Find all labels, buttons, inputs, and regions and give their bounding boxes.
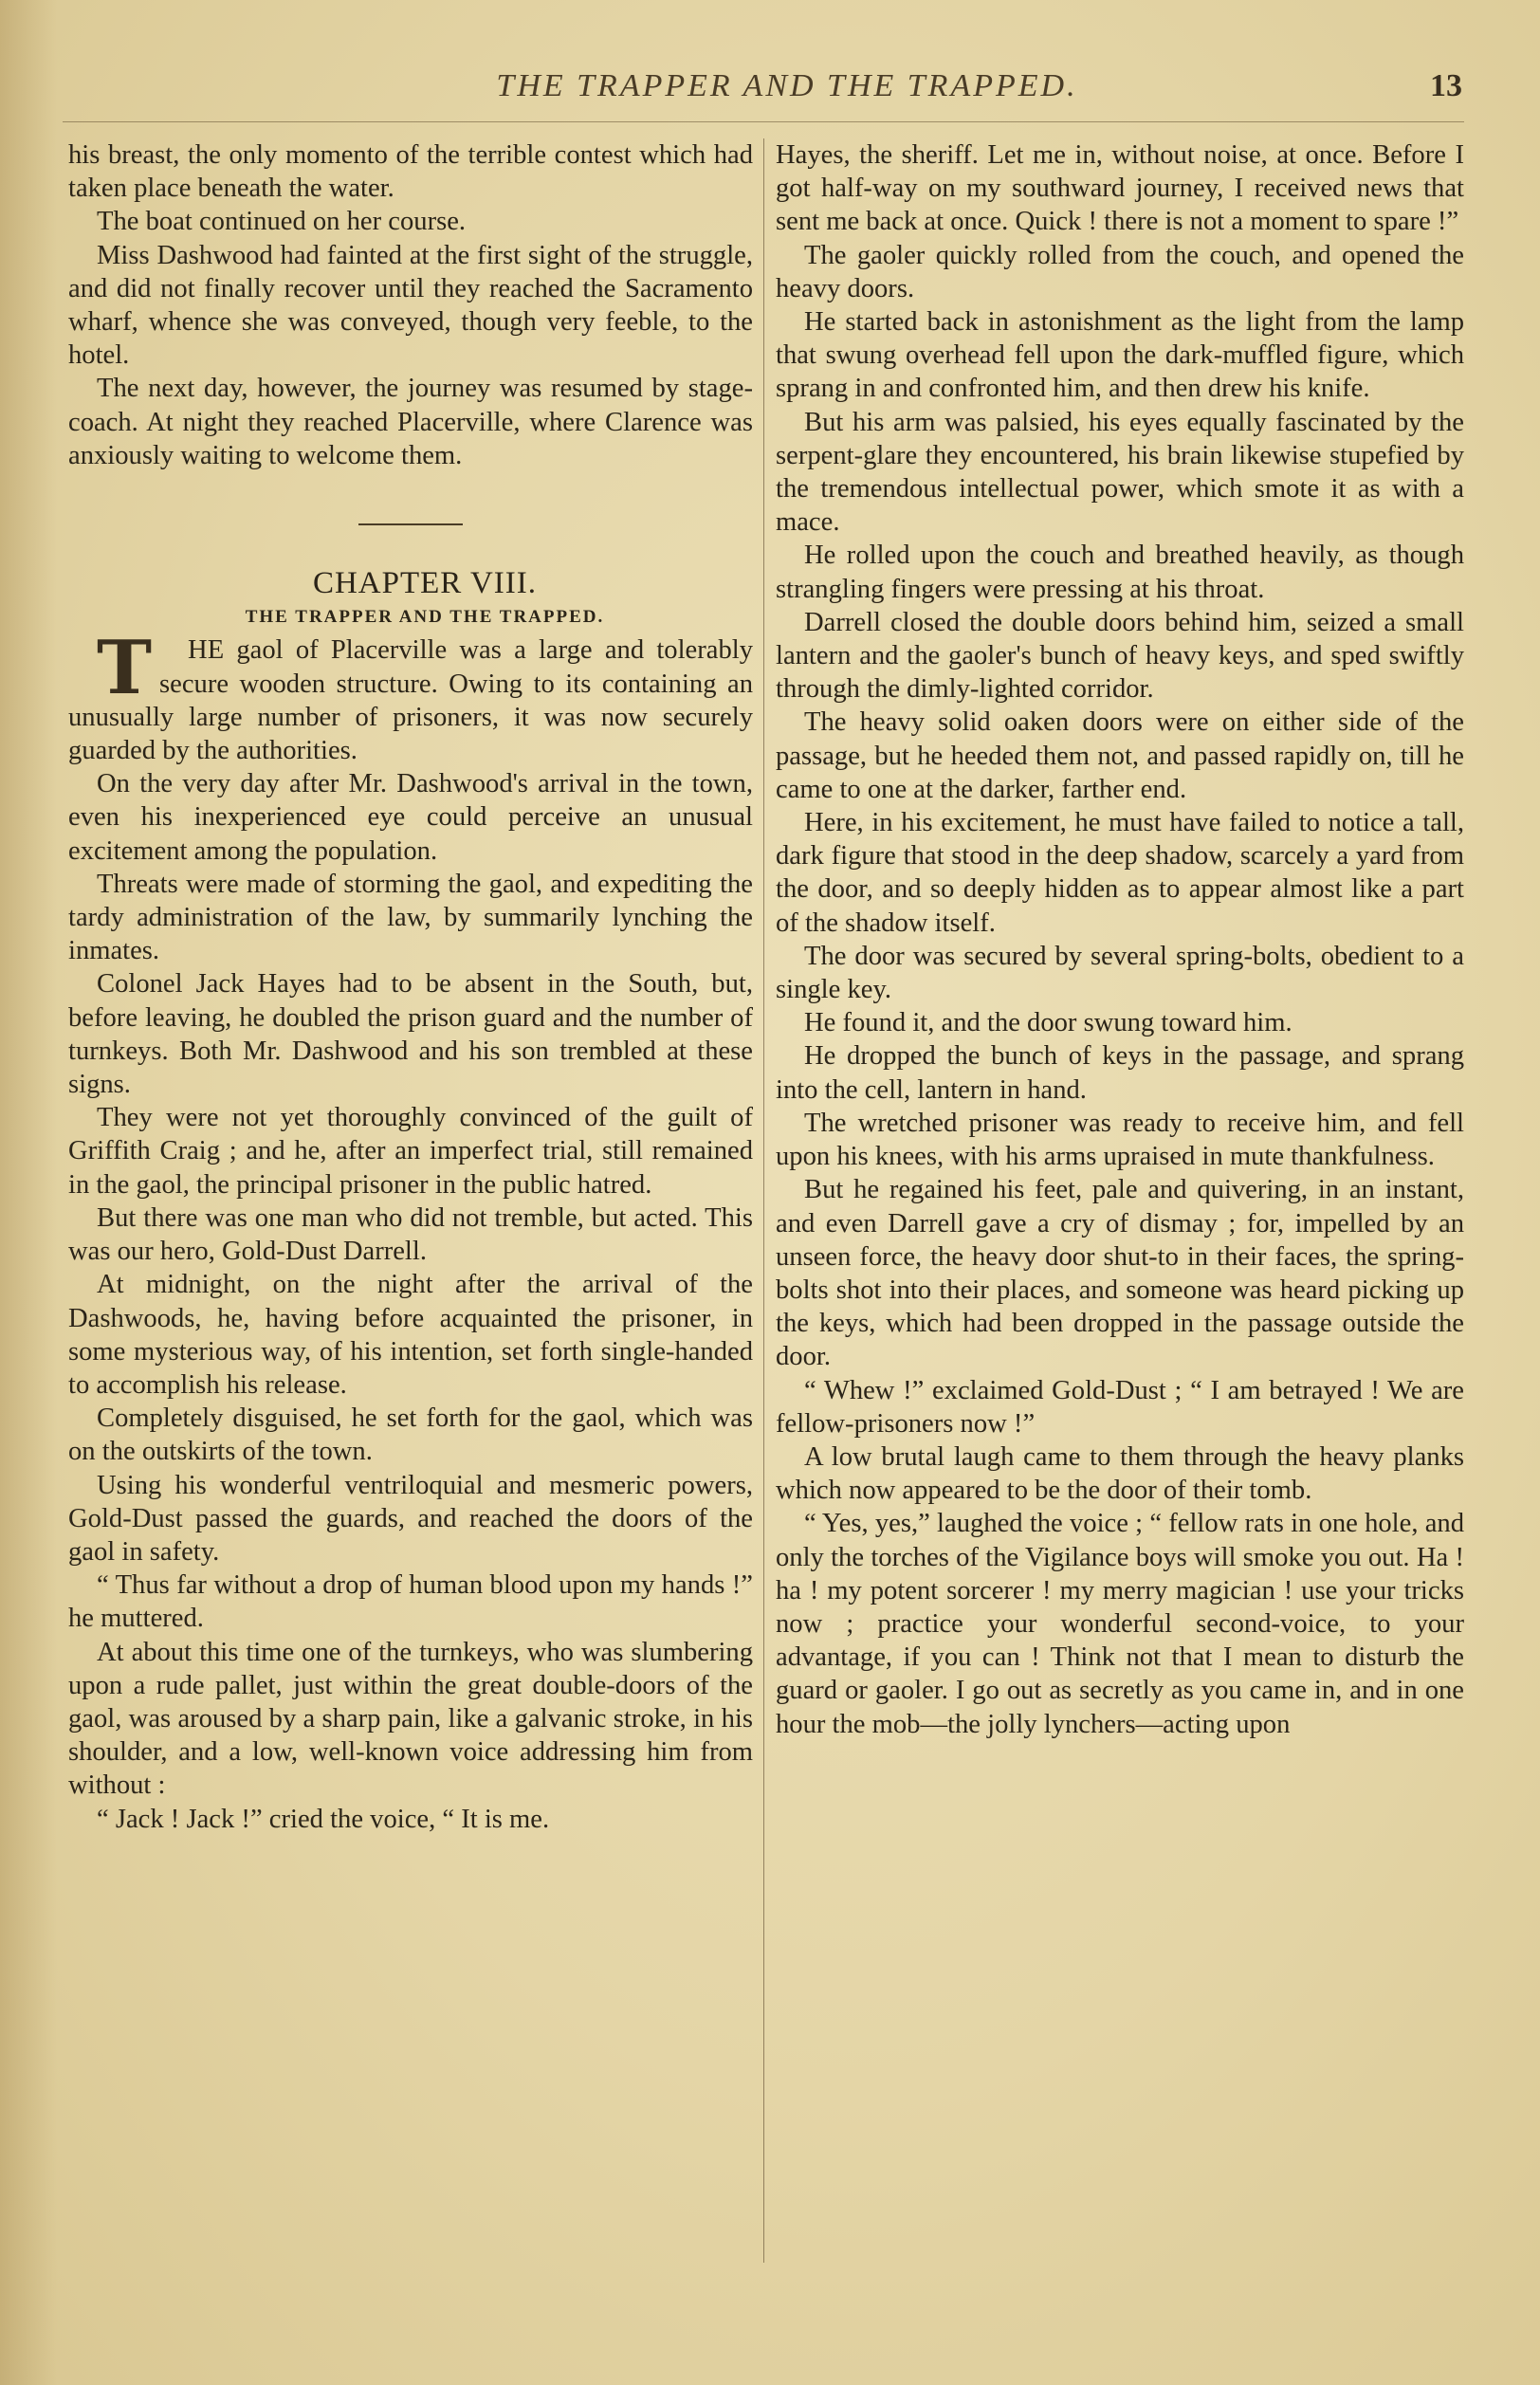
section-divider: [358, 523, 463, 525]
paragraph: On the very day after Mr. Dashwood's arrival in the town, even his inexperienced eye could perceive an unusual excitement among the population.: [68, 769, 753, 866]
paragraphs-before-chapter: [68, 138, 753, 472]
page-edge-shading: [0, 0, 57, 2385]
paragraph: Darrell closed the double doors behind him, seized a small lantern and the gaoler's bunch of heavy keys, and sped swiftly through the dimly-lighted corridor.: [776, 607, 1464, 705]
paragraph: A low brutal laugh came to them through the heavy planks which now appeared to be the door of their tomb.: [776, 1441, 1464, 1506]
paragraph: He found it, and the door swung toward him.: [804, 1008, 1292, 1038]
paragraph: He rolled upon the couch and breathed heavily, as though strangling fingers were pressing at his throat.: [776, 541, 1464, 604]
paragraph: The next day, however, the journey was resumed by stage-coach. At night they reached Placerville, where Clarence was anxiously waiting to welcome them.: [68, 374, 753, 470]
left-column: [68, 138, 753, 2244]
paragraph: The heavy solid oaken doors were on either side of the passage, but he heeded them not, and passed rapidly on, till he came to one at the darker, farther end.: [776, 707, 1464, 804]
right-paragraphs: [776, 239, 1464, 1741]
column-divider: [763, 138, 764, 2263]
chapter-opening-paragraph: [68, 625, 753, 767]
page-number: 13: [1430, 68, 1462, 103]
paragraphs-after-opening: [68, 767, 753, 1836]
paragraph: He dropped the bunch of keys in the passage, and sprang into the cell, lantern in hand.: [776, 1041, 1464, 1105]
paragraph: Completely disguised, he set forth for the gaol, which was on the outskirts of the town.: [68, 1403, 753, 1467]
paragraph: Colonel Jack Hayes had to be absent in the South, but, before leaving, he doubled the prison guard and the number of turnkeys. Both Mr. Dashwood and his son trembled at these signs.: [68, 969, 753, 1100]
paragraph: Threats were made of storming the gaol, and expediting the tardy administration of the law, by summarily lynching the inmates.: [68, 869, 753, 966]
paragraph: But there was one man who did not tremble, but acted. This was our hero, Gold-Dust Darrell.: [68, 1202, 753, 1267]
continued-paragraph: Hayes, the sheriff. Let me in, without noise, at once. Before I got half-way on my southward journey, I received news that sent me back at once. Quick ! there is not a moment to spare !”: [776, 140, 1464, 237]
paragraph: The boat continued on her course.: [97, 207, 467, 237]
paragraph: The door was secured by several spring-bolts, obedient to a single key.: [776, 941, 1464, 1005]
paragraph: The wretched prisoner was ready to receive him, and fell upon his knees, with his arms upraised in mute thankfulness.: [776, 1108, 1464, 1172]
paragraph: Miss Dashwood had fainted at the first sight of the struggle, and did not finally recover until they reached the Sacramento wharf, whence she was conveyed, though very feeble, to the hotel.: [68, 240, 753, 371]
paragraph: “ Thus far without a drop of human blood upon my hands !” he muttered.: [68, 1570, 753, 1634]
paragraph: They were not yet thoroughly convinced of the guilt of Griffith Craig ; and he, after an imperfect trial, still remained in the gaol, the principal prisoner in the public hatred.: [68, 1103, 753, 1200]
paragraph: Using his wonderful ventriloquial and mesmeric powers, Gold-Dust passed the guards, and reached the doors of the gaol in safety.: [68, 1470, 753, 1567]
paragraph: his breast, the only momento of the terrible contest which had taken place beneath the water.: [68, 140, 753, 204]
chapter-title: CHAPTER VIII.: [312, 566, 538, 601]
paragraph: He started back in astonishment as the light from the lamp that swung overhead fell upon the dark-muffled figure, which sprang in and confronted him, and then drew his knife.: [776, 307, 1464, 404]
drop-cap: T: [97, 625, 153, 712]
paragraph: At about this time one of the turnkeys, who was slumbering upon a rude pallet, just within the great double-doors of the gaol, was aroused by a sharp pain, like a galvanic stroke, in his shoulder, and a low, well-known voice addressing him from without :: [68, 1637, 753, 1801]
right-column: [776, 138, 1464, 2244]
paragraph: The gaoler quickly rolled from the couch, and opened the heavy doors.: [776, 240, 1464, 303]
paragraph: At midnight, on the night after the arrival of the Dashwoods, he, having before acquainted the prisoner, in some mysterious way, of his intention, set forth single-handed to accomplish his release.: [68, 1270, 753, 1400]
paragraph: “ Yes, yes,” laughed the voice ; “ fellow rats in one hole, and only the torches of the Vigilance boys will smoke you out. Ha ! ha ! my potent sorcerer ! my merry magician ! use your tricks now ; practice your wonderful second-voice, to your advantage, if you can ! Think not that I mean to disturb the guard or gaoler. I go out as secretly as you came in, and in one hour the mob—the jolly lynchers—acting upon: [776, 1509, 1464, 1739]
paragraph: “ Whew !” exclaimed Gold-Dust ; “ I am betrayed ! We are fellow-prisoners now !”: [776, 1375, 1464, 1439]
paragraph: Here, in his excitement, he must have failed to notice a tall, dark figure that stood in the deep shadow, scarcely a yard from the door, and so deeply hidden as to appear almost like a part of the shadow itself.: [776, 808, 1464, 938]
paragraph: “ Jack ! Jack !” cried the voice, “ It is me.: [97, 1804, 550, 1834]
paragraph: But his arm was palsied, his eyes equally fascinated by the serpent-glare they encountered, his brain likewise stupefied by the tremendous intellectual power, which smote it as with a mace.: [776, 407, 1464, 538]
header-rule: [63, 121, 1464, 122]
opening-paragraph-text: HE gaol of Placerville was a large and tolerably secure wooden structure. Owing to its containing an unusually large number of prisoners, it was now securely guarded by the authorities.: [68, 635, 753, 766]
running-head: THE TRAPPER AND THE TRAPPED.: [496, 68, 1078, 103]
chapter-subtitle: THE TRAPPER AND THE TRAPPED.: [245, 607, 605, 628]
paragraph: But he regained his feet, pale and quivering, in an instant, and even Darrell gave a cry of dismay ; for, impelled by an unseen force, the heavy door shut-to in their faces, the spring-bolts shot into their places, and someone was heard picking up the keys, which had been dropped in the passage outside the door.: [776, 1175, 1464, 1372]
